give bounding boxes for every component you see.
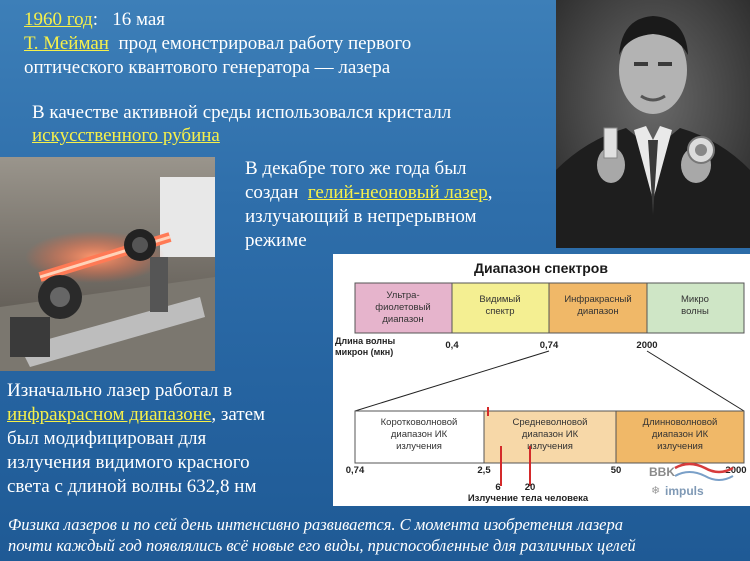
ir-short-label-1: Коротковолновой [380, 417, 458, 428]
ir-mid-label-3: излучения [527, 441, 573, 452]
band-ir-label-1: Инфракрасный [564, 294, 632, 305]
tick-bottom-3: 20 [524, 482, 536, 493]
body-radiation-label: Излучение тела человека [467, 493, 589, 504]
december-line-2: создан гелий-неоновый лазер, [245, 182, 493, 203]
ir-long-label-1: Длинноволновой [642, 417, 718, 428]
footer-line-1: Физика лазеров и по сей день интенсивно развивается. С момента изобретения лазера [8, 515, 623, 534]
ir-mid-label-2: диапазон ИК [521, 429, 579, 440]
ir-mid-label-1: Средневолновой [512, 417, 588, 428]
tick-top-2: 2000 [636, 340, 658, 351]
footer-line-2: почти каждый год появлялись всё новые его виды, приспособленные для различных целей [8, 536, 636, 555]
header-line-1: 1960 год: 16 мая [24, 9, 166, 30]
header-line-3: оптического квантового генератора — лазера [24, 57, 391, 78]
ir-short-label-3: излучения [396, 441, 442, 452]
band-micro-label-2: волны [681, 306, 709, 317]
logo-bottom-text: impuls [665, 484, 704, 498]
tick-top-0: 0,4 [445, 340, 459, 351]
december-line-1: В декабре того же года был [245, 158, 467, 179]
band-visible-label-1: Видимый [479, 294, 521, 305]
logo-wave-blue [675, 472, 733, 480]
person-link[interactable]: Т. Мейман [24, 33, 109, 54]
year-link[interactable]: 1960 год [24, 9, 93, 30]
spectrum-title: Диапазон спектров [474, 260, 608, 276]
tick-bottom-5: 2000 [725, 465, 747, 476]
spectrum-diagram [333, 254, 750, 506]
he-ne-laser-link[interactable]: гелий-неоновый лазер [307, 182, 488, 203]
portrait-photo-graphic [556, 0, 750, 248]
spectrum-svg [333, 254, 750, 506]
tick-bottom-0: 0,74 [345, 465, 365, 476]
expand-line-left [355, 351, 549, 411]
band-uv-label-1: Ультра- [386, 290, 420, 301]
ir-bands [355, 411, 744, 463]
ir-short-label-2: диапазон ИК [390, 429, 448, 440]
tick-top-1: 0,74 [539, 340, 559, 351]
ir-long-label-2: диапазон ИК [651, 429, 709, 440]
ruby-line-2 [32, 125, 220, 147]
infrared-link[interactable]: инфракрасном диапазоне [7, 404, 212, 425]
snowflake-icon: ❄ [651, 485, 661, 497]
ir-long-label-3: излучения [657, 441, 703, 452]
laser-setup-graphic [0, 157, 215, 371]
infrared-line-5: света с длиной волны 632,8 нм [7, 476, 257, 497]
bbk-impuls-logo [649, 464, 733, 498]
infrared-line-2: инфракрасном диапазоне, затем [7, 404, 266, 425]
tick-bottom-4: 50 [610, 465, 622, 476]
date-text: 16 мая [112, 9, 166, 30]
infrared-line-4: излучения видимого красного [7, 452, 250, 473]
band-ir-label-2: диапазон [577, 306, 619, 317]
december-line-3: излучающий в непрерывном [245, 206, 477, 227]
logo-top-text: BBK [649, 465, 675, 479]
infrared-line-3: был модифицирован для [7, 428, 207, 449]
ruby-line-1: В качестве активной среды использовался кристалл [32, 102, 452, 123]
expand-line-right [647, 351, 744, 411]
december-line-4: режиме [245, 230, 307, 251]
top-bands [355, 283, 744, 333]
band-uv-label-2: фиолетовый [375, 302, 431, 313]
band-micro-label-1: Микро [681, 294, 709, 305]
wavelength-label-2: микрон (мкн) [335, 347, 394, 357]
header-line-2: Т. Мейман прод емонстрировал работу первого [24, 33, 412, 54]
wavelength-label-1: Длина волны [335, 336, 396, 346]
band-visible-label-2: спектр [485, 306, 515, 317]
band-uv-label-3: диапазон [382, 314, 424, 325]
laser-setup-photo [0, 157, 215, 371]
tick-bottom-1: 2,5 [477, 465, 491, 476]
logo-wave-red [675, 464, 733, 472]
tick-bottom-2: 6 [495, 482, 501, 493]
ruby-link[interactable]: искусственного рубина [32, 125, 220, 146]
footer-text [8, 514, 748, 556]
infrared-line-1: Изначально лазер работал в [7, 380, 233, 401]
portrait-photo [556, 0, 750, 248]
